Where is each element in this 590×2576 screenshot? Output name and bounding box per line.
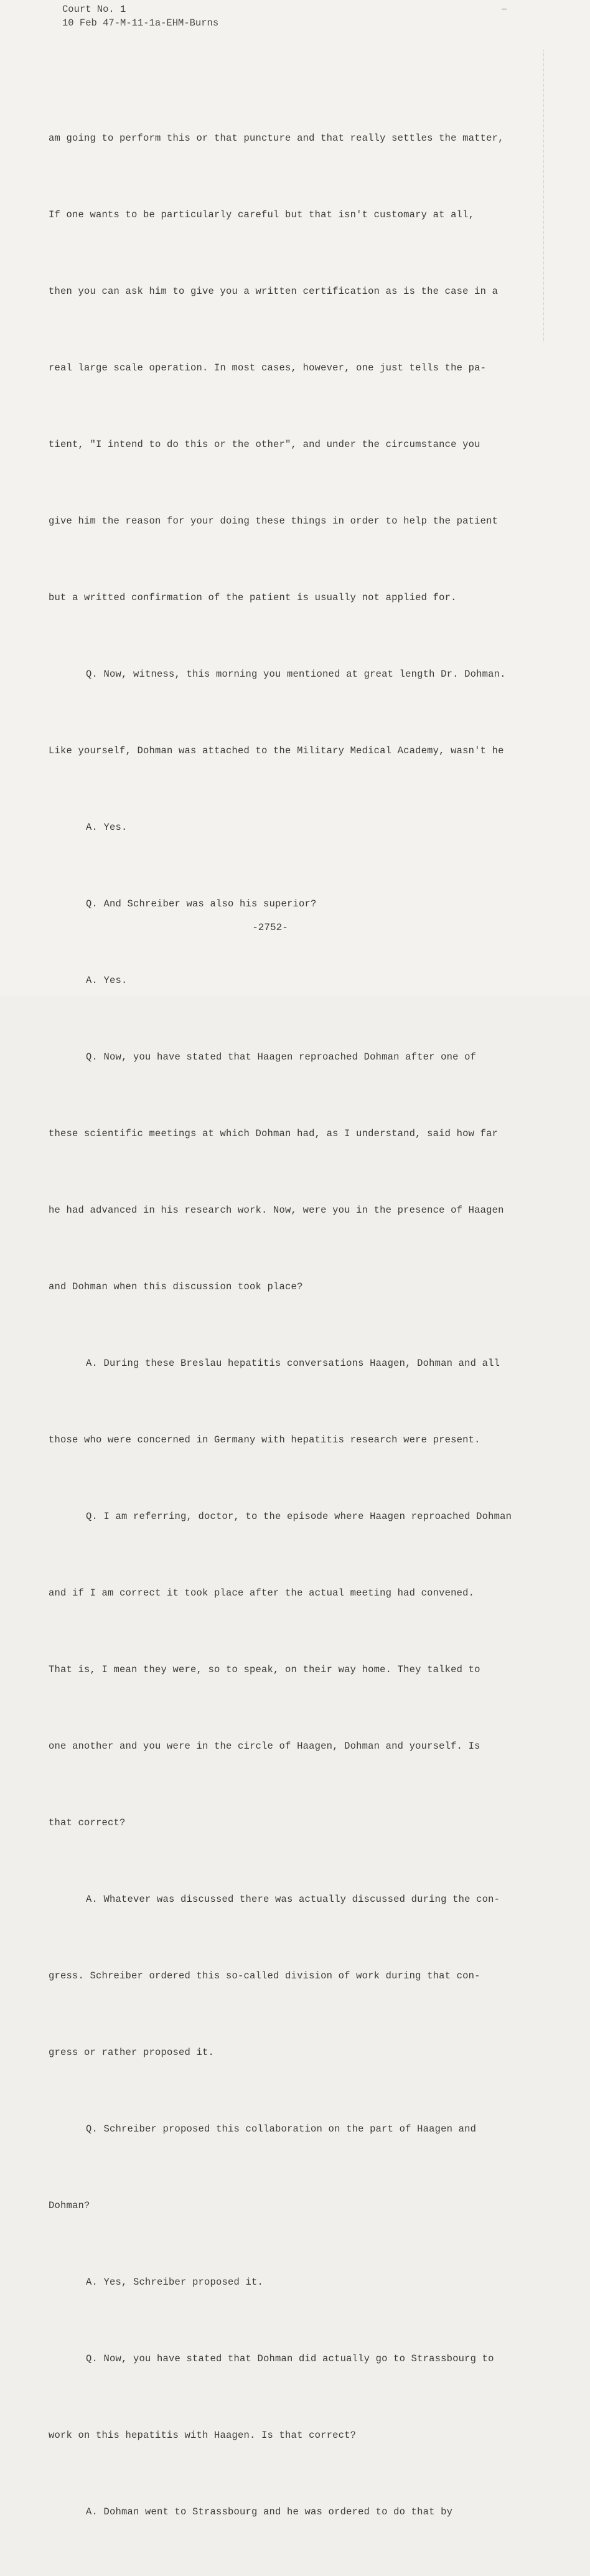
- text-line: one another and you were in the circle of Haagen, Dohman and yourself. Is: [49, 1741, 480, 1752]
- question-line: Q. Now, witness, this morning you mentioned at great length Dr. Dohman.: [86, 669, 506, 680]
- answer-line: A. Yes, Schreiber proposed it.: [86, 2277, 264, 2288]
- question-line: Q. Schreiber proposed this collaboration on the part of Haagen and: [86, 2123, 477, 2135]
- answer-line: A. Yes.: [86, 822, 128, 833]
- transcript-body: [49, 75, 554, 2576]
- text-line: those who were concerned in Germany with hepatitis research were present.: [49, 1434, 480, 1445]
- answer-line: A. Yes.: [86, 975, 128, 986]
- court-number: Court No. 1: [62, 4, 126, 15]
- text-line: gress or rather proposed it.: [49, 2047, 215, 2058]
- text-line: but a writted confirmation of the patient is usually not applied for.: [49, 592, 457, 603]
- text-line: these scientific meetings at which Dohman had, as I understand, said how far: [49, 1128, 499, 1139]
- text-line: real large scale operation. In most cases, however, one just tells the pa-: [49, 362, 487, 374]
- text-line: he had advanced in his research work. Now, were you in the presence of Haagen: [49, 1205, 504, 1216]
- text-line: and Dohman when this discussion took place?: [49, 1281, 303, 1292]
- text-line: Dohman?: [49, 2200, 90, 2211]
- transcript-reference: 10 Feb 47-M-11-1a-EHM-Burns: [62, 17, 219, 29]
- text-line: am going to perform this or that puncture and that really settles the matter,: [49, 133, 504, 144]
- text-line: gress. Schreiber ordered this so-called division of work during that con-: [49, 1970, 480, 1981]
- page-number: -2752-: [252, 922, 288, 933]
- question-line: Q. And Schreiber was also his superior?: [86, 898, 317, 910]
- answer-line: A. Dohman went to Strassbourg and he was ordered to do that by: [86, 2506, 453, 2517]
- page-header: [62, 2, 218, 30]
- text-line: that correct?: [49, 1817, 126, 1828]
- text-line: give him the reason for your doing these things in order to help the patient: [49, 515, 499, 527]
- text-line: That is, I mean they were, so to speak, on their way home. They talked to: [49, 1664, 480, 1675]
- answer-line: A. During these Breslau hepatitis conversations Haagen, Dohman and all: [86, 1358, 500, 1369]
- transcript-text: [49, 75, 554, 2576]
- question-line: Q. Now, you have stated that Dohman did actually go to Strassbourg to: [86, 2353, 494, 2364]
- text-line: tient, "I intend to do this or the other", and under the circumstance you: [49, 439, 480, 450]
- answer-line: A. Whatever was discussed there was actually discussed during the con-: [86, 1894, 500, 1905]
- question-line: Q. Now, you have stated that Haagen reproached Dohman after one of: [86, 1051, 477, 1063]
- text-line: work on this hepatitis with Haagen. Is that correct?: [49, 2430, 357, 2441]
- text-line: then you can ask him to give you a written certification as is the case in a: [49, 286, 499, 297]
- text-line: and if I am correct it took place after the actual meeting had convened.: [49, 1587, 475, 1599]
- question-line: Q. I am referring, doctor, to the episode where Haagen reproached Dohman: [86, 1511, 512, 1522]
- text-line: Like yourself, Dohman was attached to the Military Medical Academy, wasn't he: [49, 745, 504, 756]
- text-line: If one wants to be particularly careful but that isn't customary at all,: [49, 209, 475, 220]
